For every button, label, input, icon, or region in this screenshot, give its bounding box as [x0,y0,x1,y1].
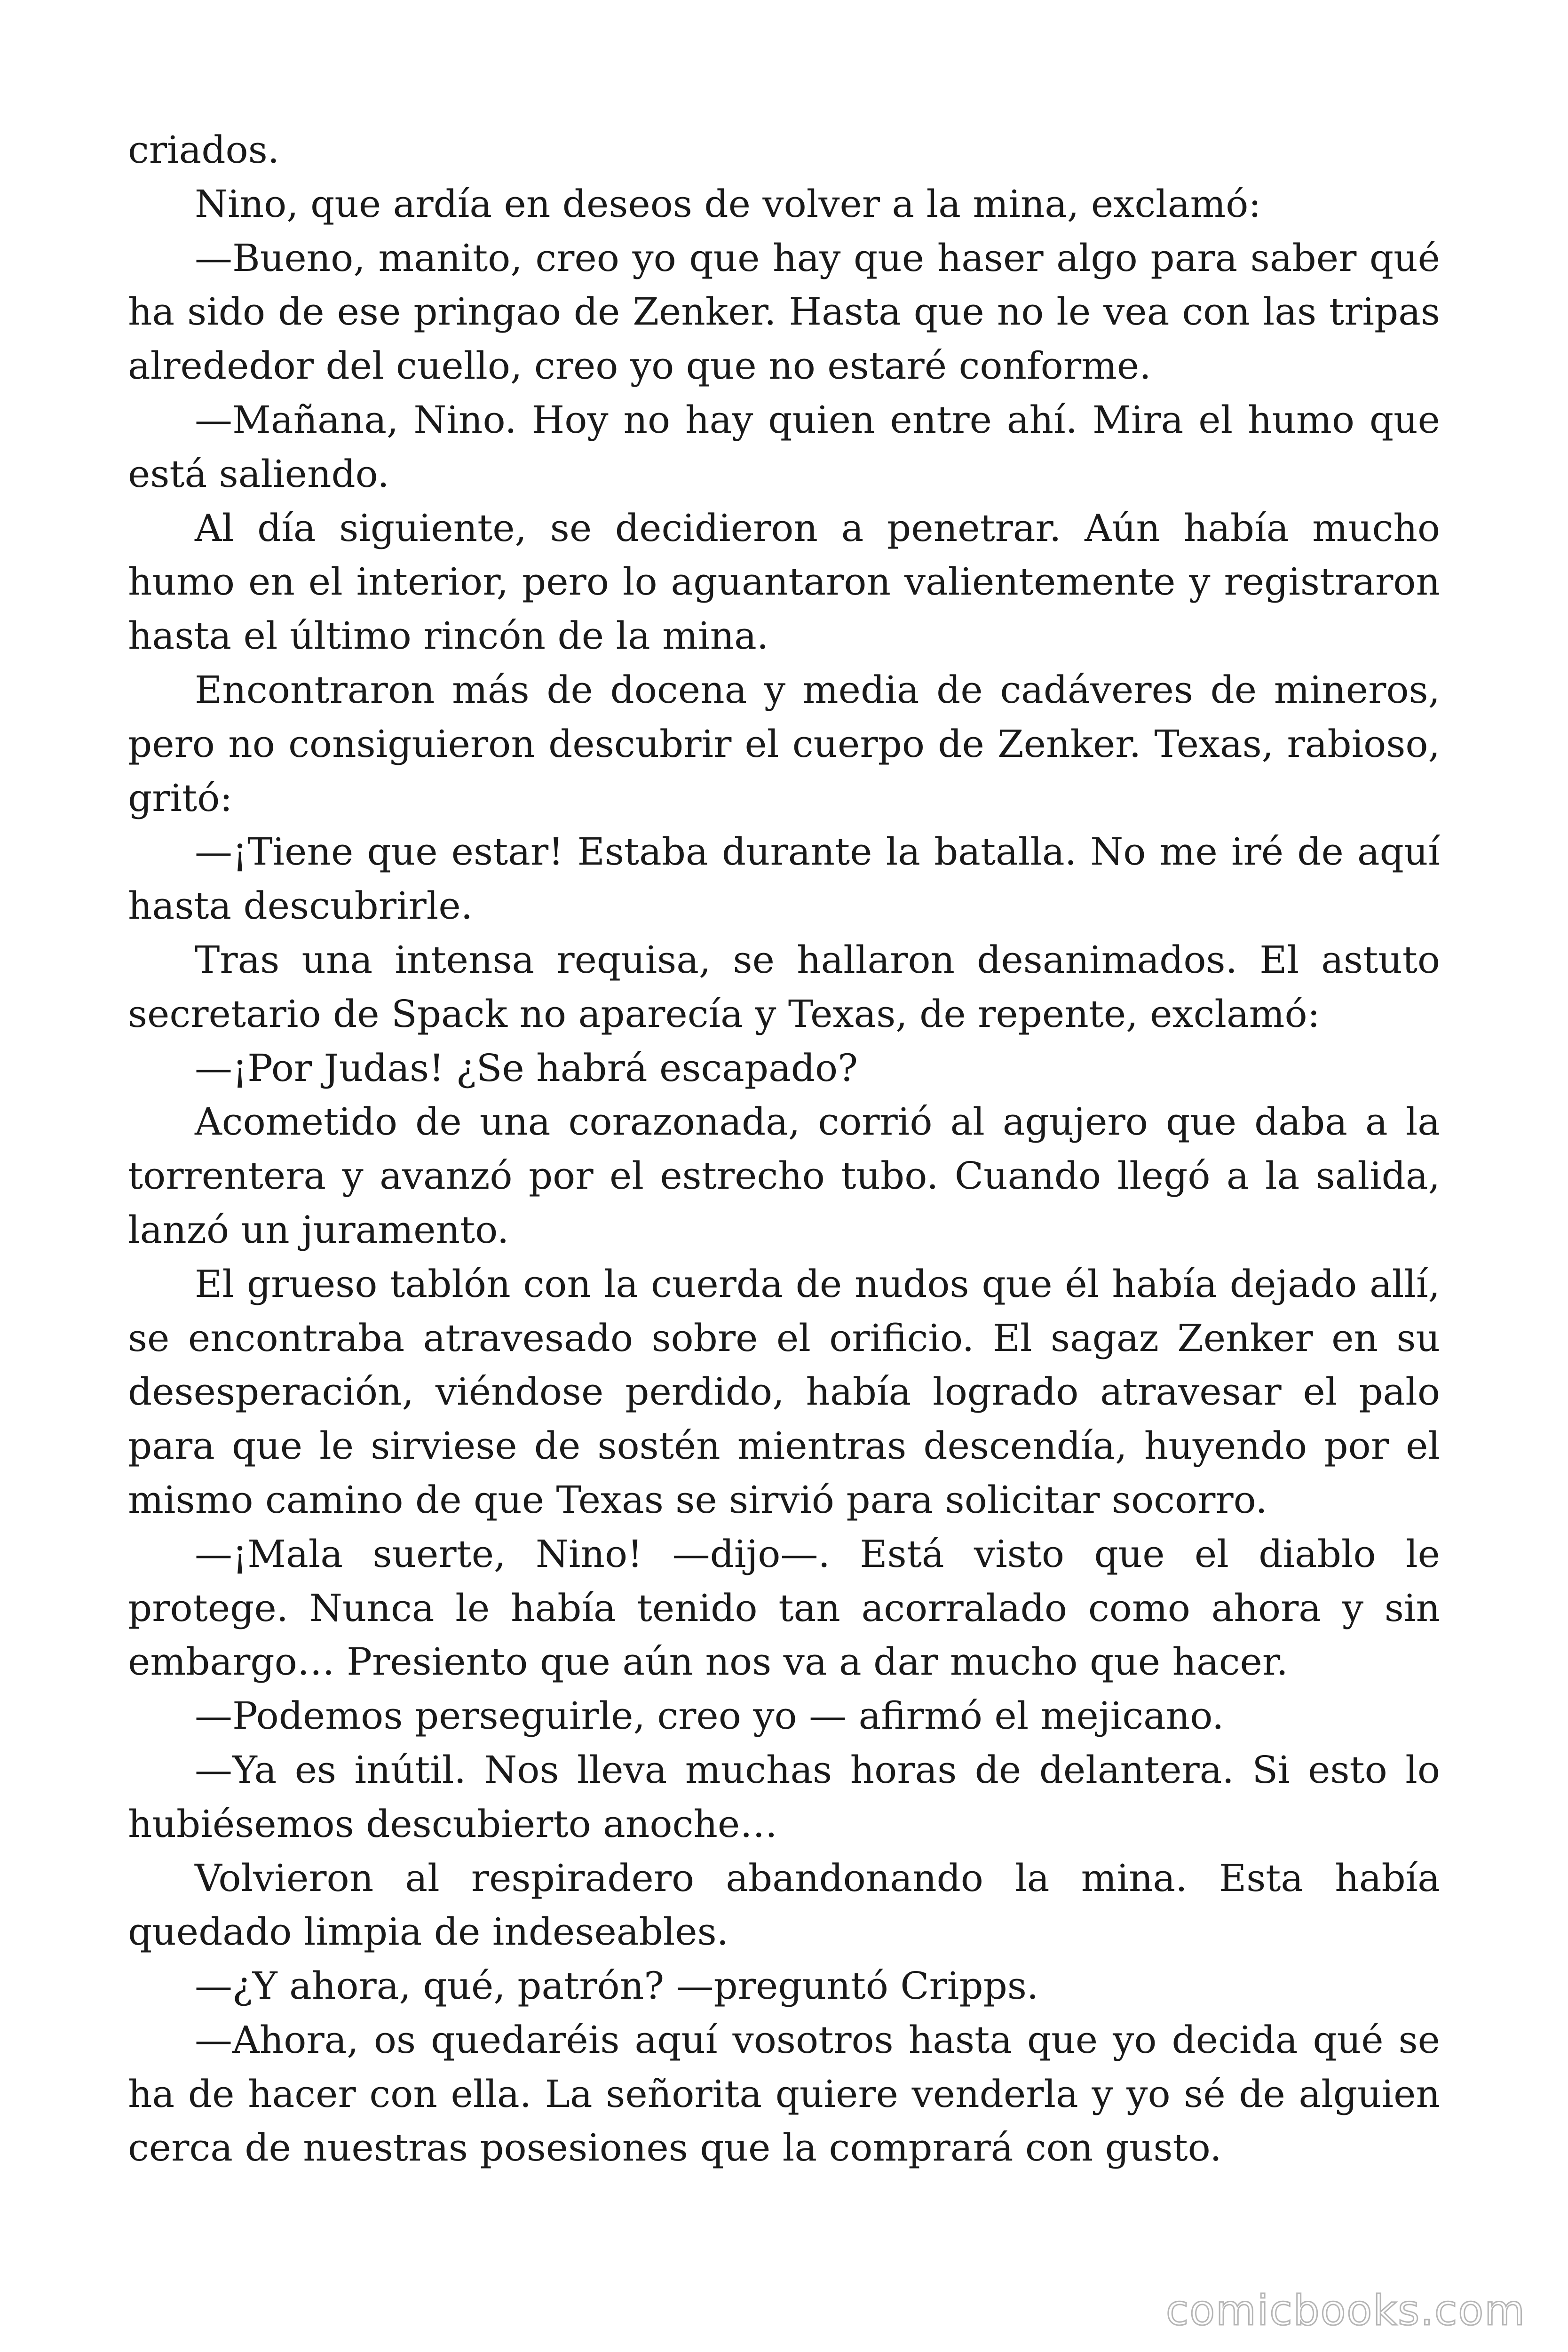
paragraph: El grueso tablón con la cuerda de nudos que él había dejado allí, se encontraba atravesado sobre el orificio. El sagaz Zenker en su desesperación, viéndose perdido, había logrado atravesar el palo para que le sirviese de sostén mientras descendía, huyendo por el mismo camino de que Texas se sirvió para solicitar socorro. [128,1262,1440,1522]
paragraph: —Ahora, os quedaréis aquí vosotros hasta que yo decida qué se ha de hacer con ella. La señorita quiere venderla y yo sé de alguien cerca de nuestras posesiones que la comprará con gusto. [128,2018,1440,2170]
paragraph: —Ya es inútil. Nos lleva muchas horas de delantera. Si esto lo hubiésemos descubierto anoche… [128,1748,1440,1846]
paragraph: Tras una intensa requisa, se hallaron desanimados. El astuto secretario de Spack no aparecía y Texas, de repente, exclamó: [128,938,1440,1036]
paragraph: —Podemos perseguirle, creo yo — afirmó el mejicano. [195,1694,1224,1738]
paragraph: —¿Y ahora, qué, patrón? —preguntó Cripps. [195,1964,1039,2008]
paragraph: —¡Mala suerte, Nino! —dijo—. Está visto que el diablo le protege. Nunca le había tenido tan acorralado como ahora y sin embargo… Presiento que aún nos va a dar mucho que hacer. [128,1532,1440,1684]
paragraph: Volvieron al respiradero abandonando la mina. Esta había quedado limpia de indeseables. [128,1856,1440,1954]
paragraph: criados. [128,128,280,172]
paragraph: —Mañana, Nino. Hoy no hay quien entre ahí. Mira el humo que está saliendo. [128,397,1440,496]
paragraph: —¡Tiene que estar! Estaba durante la batalla. No me iré de aquí hasta descubrirle. [128,830,1440,928]
paragraph: Acometido de una corazonada, corrió al agujero que daba a la torrentera y avanzó por el estrecho tubo. Cuando llegó a la salida, lanzó un juramento. [128,1100,1440,1252]
paragraph: Encontraron más de docena y media de cadáveres de mineros, pero no consiguieron descubrir el cuerpo de Zenker. Texas, rabioso, gritó: [128,667,1440,820]
paragraph: Al día siguiente, se decidieron a penetrar. Aún había mucho humo en el interior, pero lo aguantaron valientemente y registraron hasta el último rincón de la mina. [128,506,1440,658]
watermark: comicbooks.com [1165,2286,1526,2335]
paragraph: Nino, que ardía en deseos de volver a la mina, exclamó: [195,182,1261,226]
paragraph: —¡Por Judas! ¿Se habrá escapado? [195,1046,858,1090]
page-body [128,123,1440,2175]
paragraph: —Bueno, manito, creo yo que hay que haser algo para saber qué ha sido de ese pringao de Zenker. Hasta que no le vea con las tripas alrededor del cuello, creo yo que no estaré conforme. [128,236,1440,388]
